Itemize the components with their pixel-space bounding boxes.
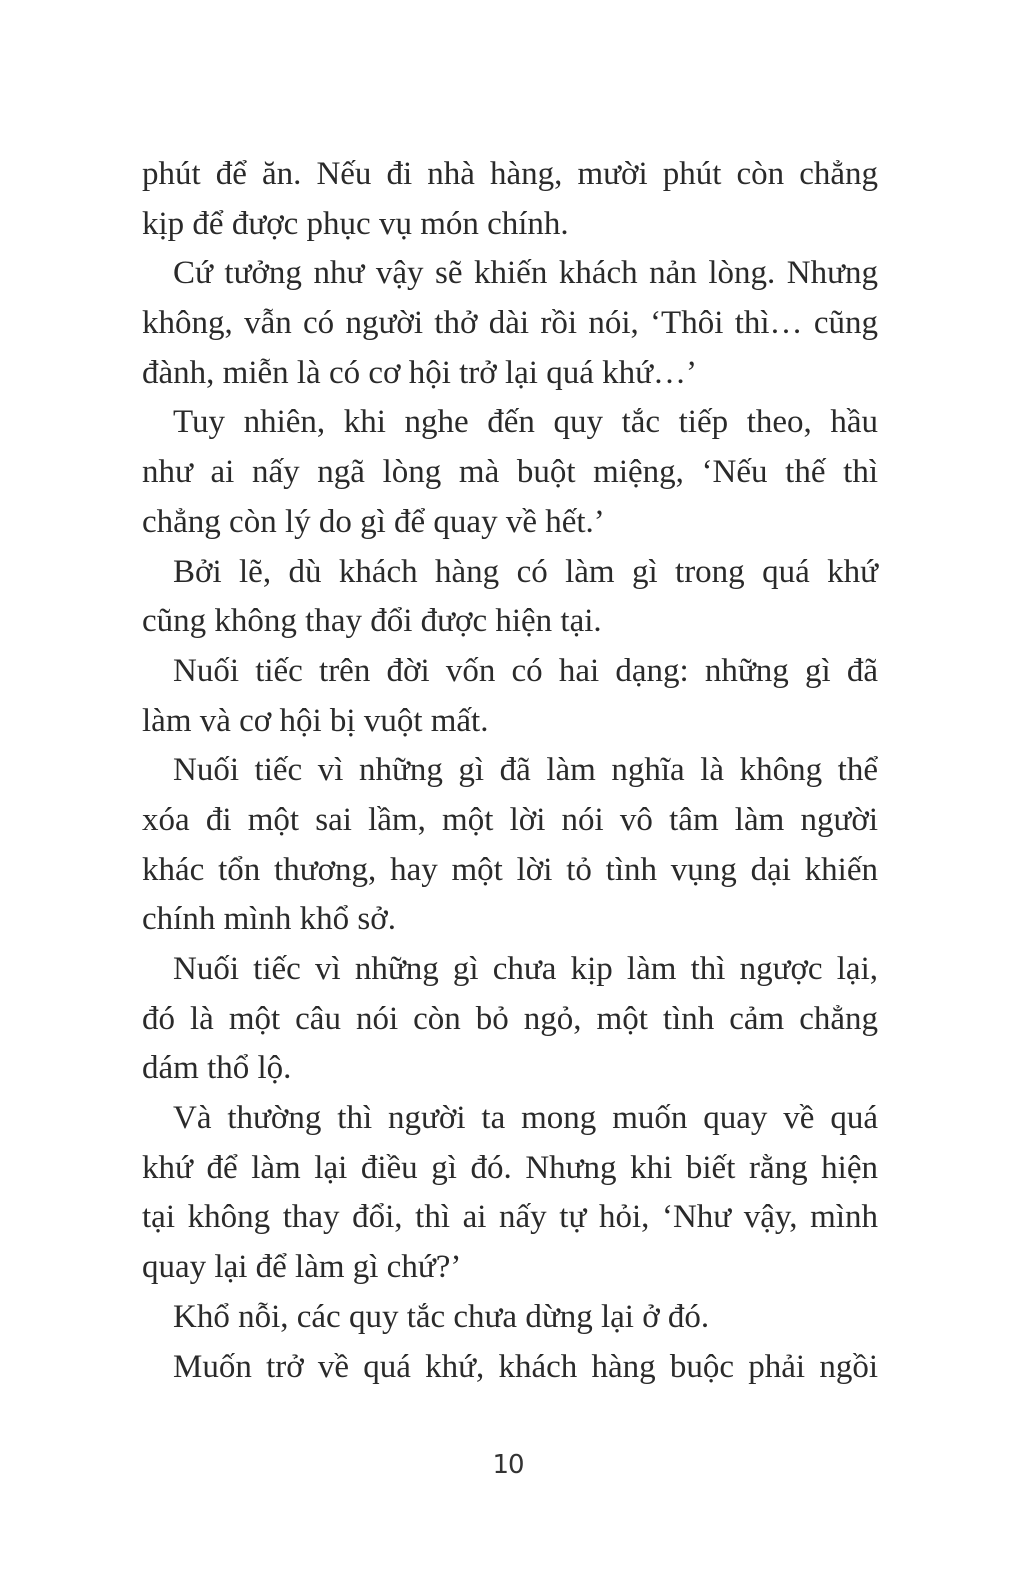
page-number: 10 [492, 1450, 524, 1480]
text-line: đành, miễn là có cơ hội trở lại quá khứ…’ [142, 354, 697, 391]
text-line: tại không thay đổi, thì ai nấy tự hỏi, ‘Như vậy, mình [142, 1199, 878, 1236]
text-line: Nuối tiếc vì những gì đã làm nghĩa là không thể [173, 752, 878, 789]
text-line: quay lại để làm gì chứ?’ [142, 1249, 462, 1286]
text-line: Tuy nhiên, khi nghe đến quy tắc tiếp theo, hầu [173, 404, 878, 441]
text-line: dám thổ lộ. [142, 1050, 292, 1087]
text-line: làm và cơ hội bị vuột mất. [142, 702, 489, 739]
text-line: chẳng còn lý do gì để quay về hết.’ [142, 503, 605, 540]
text-line: kịp để được phục vụ món chính. [142, 205, 569, 242]
body-text [142, 150, 878, 1392]
text-line: Khổ nỗi, các quy tắc chưa dừng lại ở đó. [173, 1298, 710, 1335]
text-line: Bởi lẽ, dù khách hàng có làm gì trong quá khứ [173, 553, 878, 590]
text-line: Nuối tiếc vì những gì chưa kịp làm thì ngược lại, [173, 951, 878, 987]
text-line: khứ để làm lại điều gì đó. Nhưng khi biết rằng hiện [142, 1149, 878, 1186]
text-line: phút để ăn. Nếu đi nhà hàng, mười phút còn chẳng [142, 156, 878, 192]
text-line: xóa đi một sai lầm, một lời nói vô tâm làm người [142, 801, 878, 838]
text-line: như ai nấy ngã lòng mà buột miệng, ‘Nếu thế thì [142, 454, 878, 491]
text-line: chính mình khổ sở. [142, 901, 396, 938]
text-line: không, vẫn có người thở dài rồi nói, ‘Thôi thì… cũng [142, 305, 878, 342]
text-line: Muốn trở về quá khứ, khách hàng buộc phải ngồi [173, 1348, 878, 1385]
text-line: khác tổn thương, hay một lời tỏ tình vụng dại khiến [142, 851, 878, 888]
text-line: Và thường thì người ta mong muốn quay về quá [173, 1100, 878, 1137]
text-line: đó là một câu nói còn bỏ ngỏ, một tình cảm chẳng [142, 1000, 878, 1037]
text-line: Cứ tưởng như vậy sẽ khiến khách nản lòng. Nhưng [173, 255, 878, 292]
text-line: Nuối tiếc trên đời vốn có hai dạng: những gì đã [173, 652, 878, 689]
text-line: cũng không thay đổi được hiện tại. [142, 603, 602, 640]
